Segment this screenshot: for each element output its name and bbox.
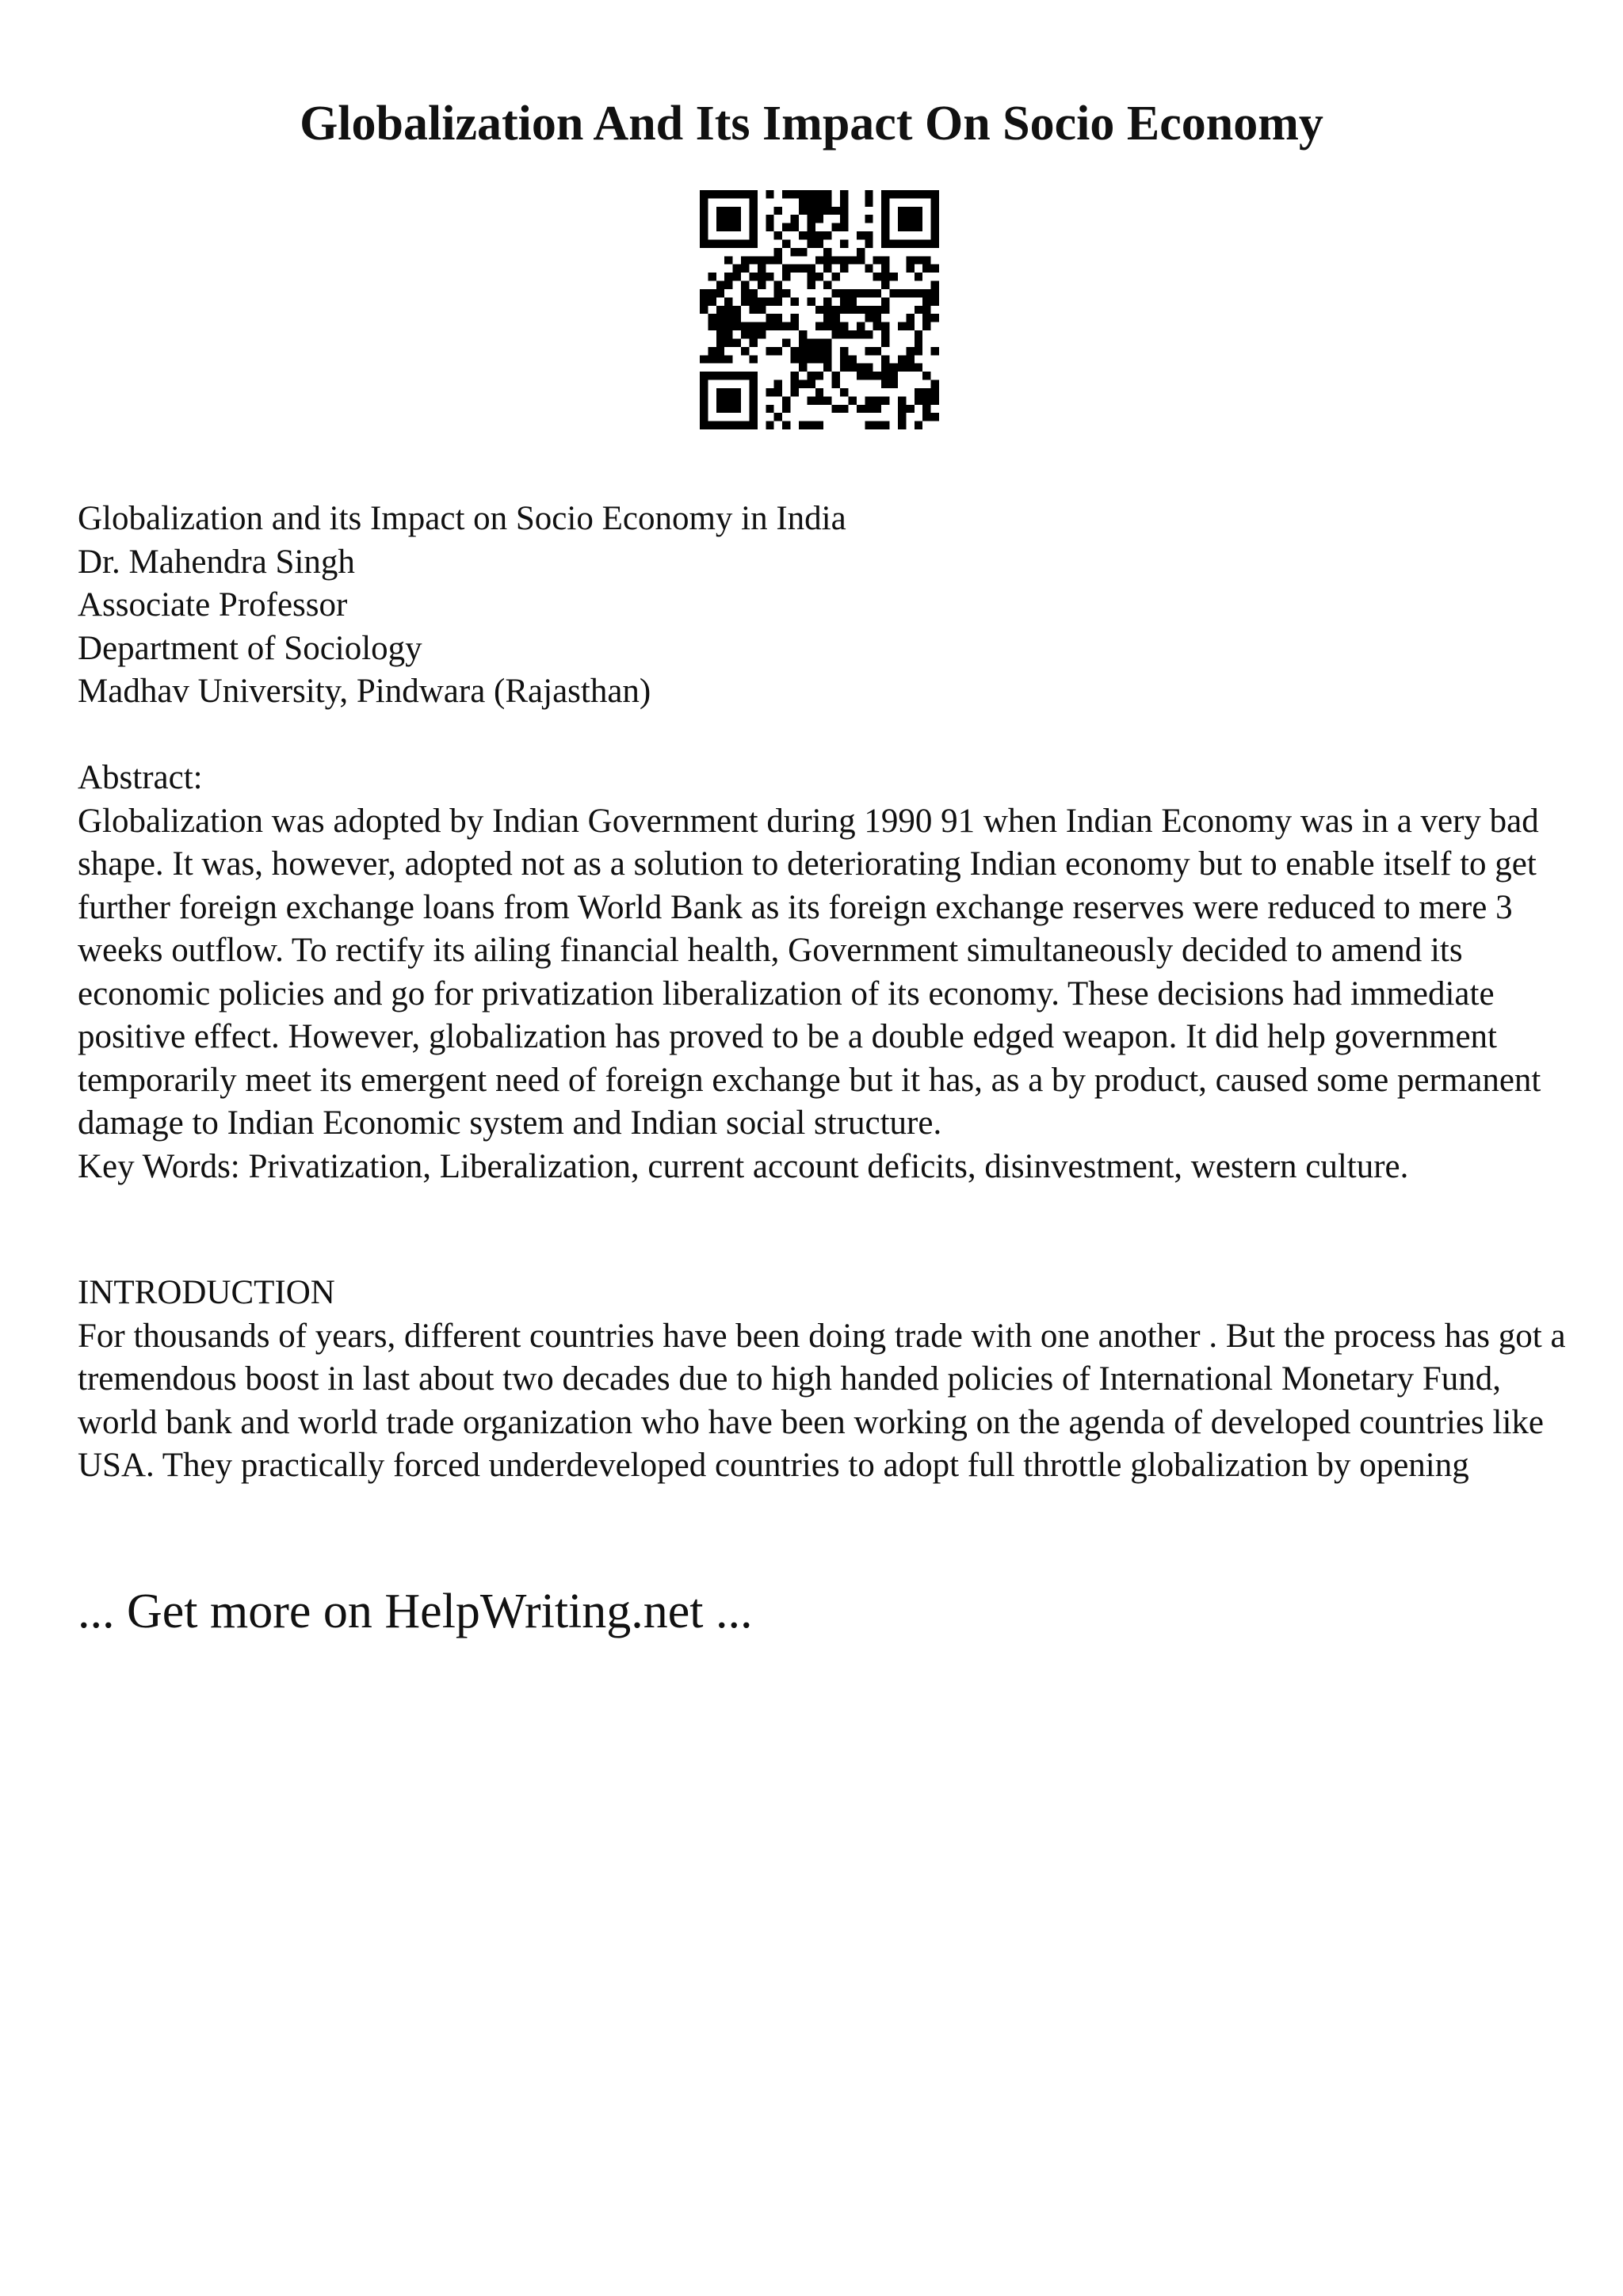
introduction-section	[78, 1272, 1568, 1488]
abstract-text: Globalization was adopted by Indian Government during 1990 91 when Indian Economy was in a very bad shape. It was, however, adopted not as a solution to deteriorating Indian economy but to enable itself to get further foreign exchange loans from World Bank as its foreign exchange reserves were reduced to mere 3 weeks outflow. To rectify its ailing financial health, Government simultaneously decided to amend its economic policies and go for privatization liberalization of its economy. These decisions had immediate positive effect. However, globalization has proved to be a double edged weapon. It did help government temporarily meet its emergent need of foreign exchange but it has, as a by product, caused some permanent damage to Indian Economic system and Indian social structure.	[78, 802, 1541, 1142]
qr-code-icon	[700, 190, 939, 429]
introduction-text: For thousands of years, different countries have been doing trade with one another . But the process has got a tremendous boost in last about two decades due to high handed policies of International Monetary Fund, world bank and world trade organization who have been working on the agenda of developed countries like USA. They practically forced underdeveloped countries to adopt full throttle globalization by opening	[78, 1317, 1566, 1484]
get-more-link[interactable]: ... Get more on HelpWriting.net ...	[78, 1585, 753, 1638]
introduction-heading: INTRODUCTION	[78, 1274, 335, 1311]
paper-title: Globalization and its Impact on Socio Economy in India	[78, 500, 846, 537]
author-position: Associate Professor	[78, 586, 348, 624]
keywords: Key Words: Privatization, Liberalization, current account deficits, disinvestment, western culture.	[78, 1147, 1409, 1185]
author-block	[78, 498, 1568, 714]
abstract-section	[78, 757, 1568, 1188]
author-department: Department of Sociology	[78, 629, 422, 667]
author-institution: Madhav University, Pindwara (Rajasthan)	[78, 673, 651, 710]
abstract-label: Abstract:	[78, 759, 203, 796]
author-name: Dr. Mahendra Singh	[78, 543, 355, 581]
page-title: Globalization And Its Impact On Socio Economy	[300, 97, 1323, 151]
